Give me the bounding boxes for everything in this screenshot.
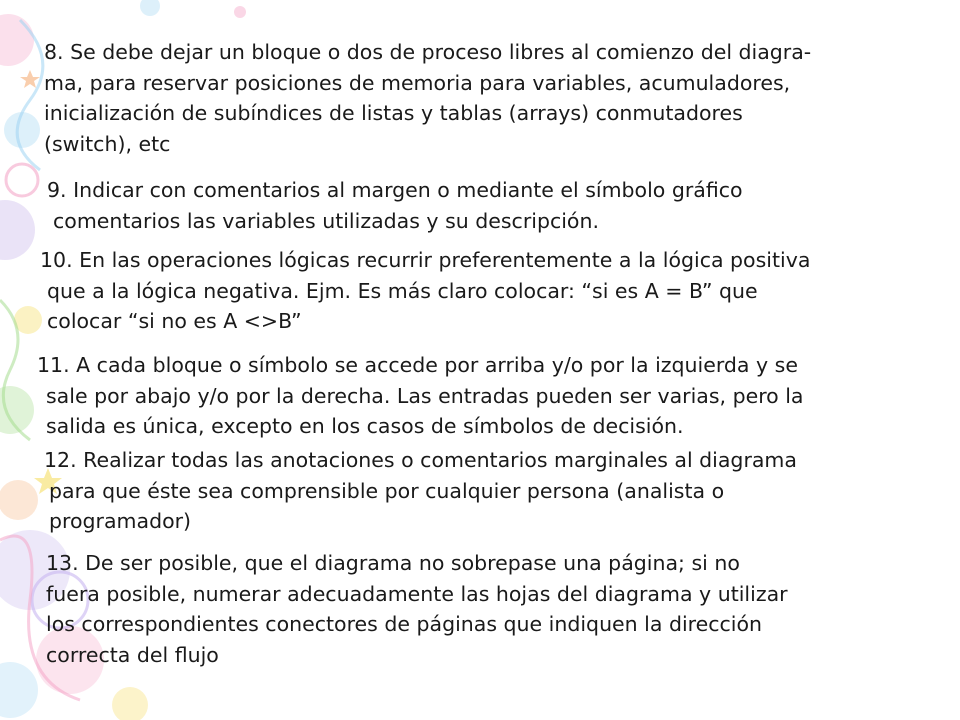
- item-13-number: 13.: [46, 551, 79, 575]
- item-13-line-3: los correspondientes conectores de páginas que indiquen la dirección: [46, 612, 763, 636]
- item-9-line-2: comentarios las variables utilizadas y su descripción.: [53, 208, 599, 233]
- item-12-line-3: programador): [49, 509, 192, 533]
- item-10-line-1: 10. En las operaciones lógicas recurrir preferentemente a la lógica positiva: [40, 248, 811, 272]
- item-10-line-3: colocar “si no es A <>B”: [47, 309, 302, 333]
- item-8-line-3: inicialización de subíndices de listas y tablas (arrays) conmutadores: [44, 101, 743, 125]
- item-8-line-1: 8. Se debe dejar un bloque o dos de proceso libres al comienzo del diagra-: [44, 40, 812, 64]
- item-13: [46, 548, 788, 670]
- item-10-number: 10.: [40, 248, 73, 272]
- decor-star: [20, 70, 40, 88]
- item-13-line-2: fuera posible, numerar adecuadamente las hojas del diagrama y utilizar: [46, 581, 788, 606]
- item-10: [40, 245, 810, 337]
- item-11: [37, 350, 804, 442]
- item-11-line-3: salida es única, excepto en los casos de símbolos de decisión.: [46, 414, 684, 438]
- decor-ring: [6, 164, 38, 196]
- item-13-line-1: 13. De ser posible, que el diagrama no sobrepase una página; si no: [46, 551, 740, 575]
- decor-circle: [0, 200, 35, 260]
- decor-circle: [140, 0, 160, 16]
- decor-circle: [0, 480, 38, 520]
- item-11-number: 11.: [37, 353, 70, 377]
- decor-circle: [112, 687, 148, 720]
- item-8-line-2: ma, para reservar posiciones de memoria para variables, acumuladores,: [44, 70, 791, 95]
- item-13-line-4: correcta del flujo: [46, 642, 219, 667]
- item-8-number: 8.: [44, 40, 64, 64]
- decor-circle: [0, 662, 38, 718]
- item-12-number: 12.: [44, 448, 77, 472]
- item-9: [47, 175, 743, 236]
- item-11-line-1: 11. A cada bloque o símbolo se accede por arriba y/o por la izquierda y se: [37, 353, 798, 377]
- item-10-line-2: que a la lógica negativa. Ejm. Es más claro colocar: “si es A = B” que: [47, 278, 758, 303]
- item-9-number: 9.: [47, 178, 67, 202]
- item-12-line-2: para que éste sea comprensible por cualquier persona (analista o: [49, 478, 725, 503]
- item-12: [44, 445, 797, 537]
- item-12-line-1: 12. Realizar todas las anotaciones o comentarios marginales al diagrama: [44, 448, 797, 472]
- item-11-line-2: sale por abajo y/o por la derecha. Las entradas pueden ser varias, pero la: [46, 383, 804, 408]
- item-8-line-4: (switch), etc: [44, 131, 171, 156]
- item-9-line-1: 9. Indicar con comentarios al margen o mediante el símbolo gráfico: [47, 178, 743, 202]
- decor-circle: [234, 6, 246, 18]
- item-8: [44, 37, 811, 159]
- decor-circle: [0, 14, 34, 66]
- decor-circle: [4, 112, 40, 148]
